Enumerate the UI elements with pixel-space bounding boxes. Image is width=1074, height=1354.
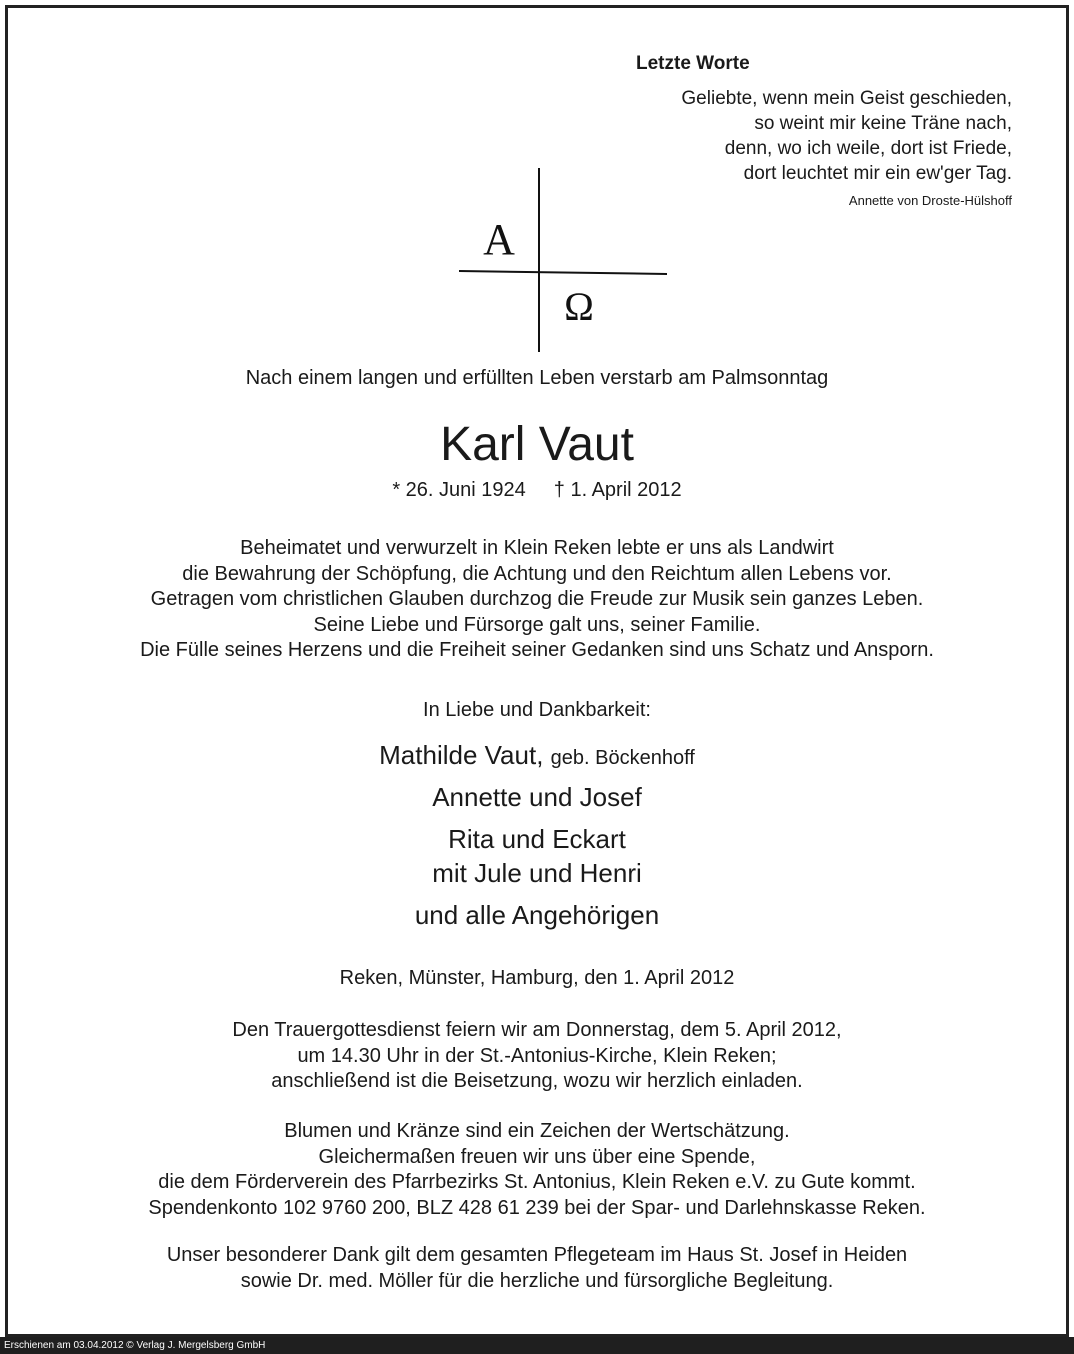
mourner-line: mit Jule und Henri [432, 858, 642, 888]
gratitude-line: Unser besonderer Dank gilt dem gesamten Pflegeteam im Haus St. Josef in Heiden [166, 1244, 908, 1266]
poem-line: so weint mir keine Träne nach, [754, 113, 1012, 134]
poem-line: denn, wo ich weile, dort ist Friede, [724, 138, 1012, 159]
mourner-line: Rita und Eckart [448, 824, 626, 854]
death-announcement-intro: Nach einem langen und erfüllten Leben verstarb am Palmsonntag [245, 367, 829, 389]
biography-line: die Bewahrung der Schöpfung, die Achtung und den Reichtum allen Lebens vor. [182, 562, 892, 585]
place-and-date: Reken, Münster, Hamburg, den 1. April 2012 [339, 967, 735, 989]
biography-line: Die Fülle seines Herzens und die Freiheit seiner Gedanken sind uns Schatz und Ansporn. [140, 639, 934, 661]
funeral-service-info [40, 1018, 1034, 1095]
service-line: um 14.30 Uhr in der St.-Antonius-Kirche, Klein Reken; [297, 1044, 777, 1067]
biography-line: Getragen vom christlichen Glauben durchzog die Freude zur Musik sein ganzes Leben. [150, 588, 924, 610]
poem-author: Annette von Droste-Hülshoff [848, 193, 1012, 208]
mourner-line: und alle Angehörigen [414, 900, 660, 930]
death-date: † 1. April 2012 [553, 479, 682, 501]
poem-heading: Letzte Worte [636, 53, 750, 74]
service-line: anschließend ist die Beisetzung, wozu wir herzlich einladen. [271, 1070, 803, 1092]
mourner-spouse [40, 738, 1034, 775]
donation-line: Spendenkonto 102 9760 200, BLZ 428 61 239 bei der Spar- und Darlehnskasse Reken. [148, 1196, 926, 1219]
poem-line: Geliebte, wenn mein Geist geschieden, [681, 88, 1012, 109]
cross-horizontal-line [459, 271, 667, 274]
deceased-name: Karl Vaut [440, 418, 634, 471]
gratitude-note [40, 1243, 1034, 1294]
biography-line: Beheimatet und verwurzelt in Klein Reken lebte er uns als Landwirt [240, 537, 834, 559]
donation-line: Blumen und Kränze sind ein Zeichen der Wertschätzung. [284, 1120, 790, 1142]
omega-letter: Ω [564, 284, 594, 329]
mourner-line: Annette und Josef [432, 782, 642, 812]
alpha-letter: A [483, 215, 515, 264]
life-dates [40, 477, 1034, 503]
mourners-intro: In Liebe und Dankbarkeit: [423, 699, 651, 721]
biography [40, 536, 1034, 664]
spouse-maiden-name: geb. Böckenhoff [550, 747, 695, 769]
donation-info [40, 1119, 1034, 1221]
alpha-omega-cross-icon [459, 168, 667, 352]
service-line: Den Trauergottesdienst feiern wir am Donnerstag, dem 5. April 2012, [232, 1019, 842, 1041]
birth-date: * 26. Juni 1924 [392, 479, 526, 501]
gratitude-line: sowie Dr. med. Möller für die herzliche und fürsorgliche Begleitung. [240, 1269, 834, 1292]
poem-line: dort leuchtet mir ein ew'ger Tag. [743, 163, 1012, 184]
donation-line: Gleichermaßen freuen wir uns über eine Spende, [318, 1145, 756, 1168]
publication-footer: Erschienen am 03.04.2012 © Verlag J. Mergelsberg GmbH [0, 1337, 1074, 1354]
biography-line: Seine Liebe und Fürsorge galt uns, seiner Familie. [313, 613, 761, 636]
mourner-line-group [40, 822, 1034, 890]
donation-line: die dem Förderverein des Pfarrbezirks St. Antonius, Klein Reken e.V. zu Gute kommt. [158, 1171, 916, 1193]
spouse-name: Mathilde Vaut, [379, 740, 544, 770]
